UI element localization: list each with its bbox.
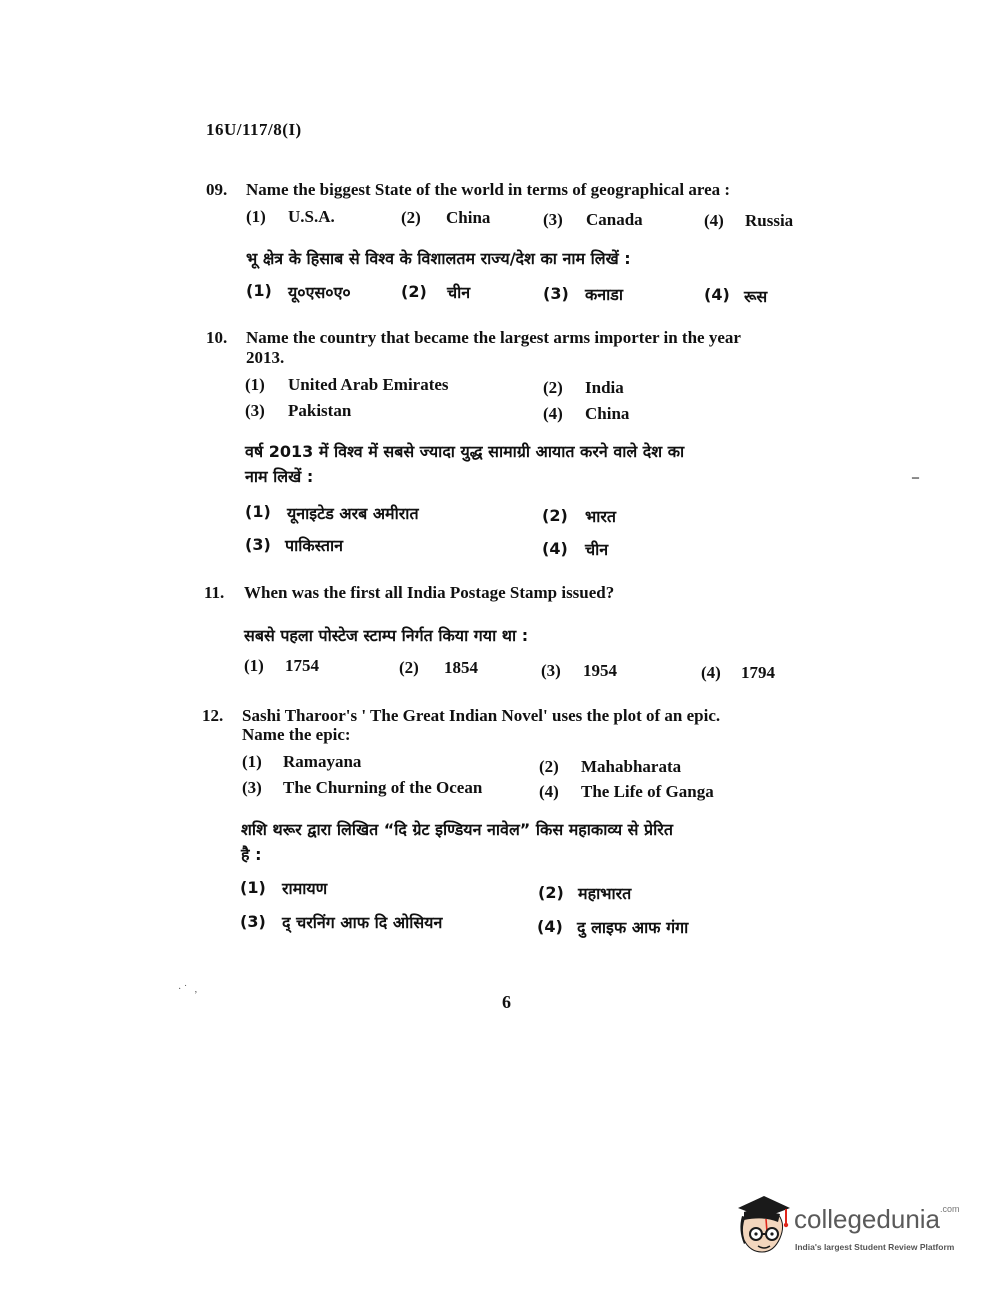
- q9-option-3-num: (3): [543, 210, 563, 229]
- q10-text-en-line2: 2013.: [246, 348, 285, 367]
- q12-option-4: The Life of Ganga: [581, 782, 714, 801]
- q12-option-4-num: (4): [539, 782, 559, 801]
- q10-option-4: China: [585, 404, 630, 423]
- q10-hi-option-4: चीन: [585, 540, 609, 559]
- logo-wordmark: [794, 1204, 960, 1235]
- paper-code: 16U/117/8(I): [206, 120, 302, 139]
- question-text-en: Name the biggest State of the world in terms of geographical area :: [246, 180, 731, 199]
- question-10: [206, 328, 741, 348]
- question-number: 12.: [202, 706, 224, 725]
- q12-option-3: The Churning of the Ocean: [283, 778, 483, 797]
- q10-option-1: United Arab Emirates: [288, 375, 449, 394]
- q9-option-1-num: (1): [246, 207, 266, 226]
- q11-option-3: 1954: [583, 661, 617, 680]
- q12-text-hi-line2: है :: [241, 845, 262, 864]
- q12-text-hi-line1: शशि थरूर द्वारा लिखित “दि ग्रेट इण्डियन नावेल” किस महाकाव्य से प्रेरित: [241, 820, 673, 839]
- question-number: 10.: [206, 328, 228, 347]
- q11-option-1-num: (1): [244, 656, 264, 675]
- q10-text-hi-line2: नाम लिखें :: [245, 467, 314, 486]
- collegedunia-logo: [734, 1194, 960, 1266]
- q12-option-1: Ramayana: [283, 752, 362, 771]
- q10-option-2: India: [585, 378, 624, 397]
- scan-specks: · ˙ ,: [178, 984, 198, 995]
- q11-option-4-num: (4): [701, 663, 721, 682]
- q12-hi-option-4: दु लाइफ आफ गंगा: [577, 918, 689, 937]
- q12-hi-option-2: महाभारत: [578, 884, 632, 903]
- q12-option-2-num: (2): [539, 757, 559, 776]
- q10-hi-option-1-num: (1): [245, 502, 271, 521]
- q9-option-2: China: [446, 208, 491, 227]
- q12-option-1-num: (1): [242, 752, 262, 771]
- q9-hi-option-4: रूस: [744, 287, 768, 306]
- q9-option-1: U.S.A.: [288, 207, 335, 226]
- q11-text-hi: सबसे पहला पोस्टेज स्टाम्प निर्गत किया गया था :: [244, 626, 529, 645]
- q12-hi-option-3-num: (3): [240, 912, 266, 931]
- q10-hi-option-3-num: (3): [245, 535, 271, 554]
- q10-hi-option-3: पाकिस्तान: [285, 536, 344, 555]
- q9-hi-option-2: चीन: [447, 283, 471, 302]
- logo-name-suffix: .com: [940, 1204, 960, 1214]
- question-11: [204, 583, 614, 603]
- page-number: 6: [502, 992, 511, 1012]
- question-text-en: When was the first all India Postage Stamp issued?: [244, 583, 615, 602]
- question-number: 09.: [206, 180, 228, 199]
- q9-text-hi: भू क्षेत्र के हिसाब से विश्व के विशालतम राज्य/देश का नाम लिखें :: [246, 249, 631, 268]
- q10-hi-option-2-num: (2): [542, 506, 568, 525]
- q9-option-2-num: (2): [401, 208, 421, 227]
- q10-option-4-num: (4): [543, 404, 563, 423]
- q12-hi-option-1-num: (1): [240, 878, 266, 897]
- graduate-mascot-icon: [734, 1194, 792, 1260]
- logo-tagline: India's largest Student Review Platform: [795, 1242, 955, 1252]
- q9-hi-option-4-num: (4): [704, 285, 730, 304]
- question-text-en: Sashi Tharoor's ' The Great Indian Novel' uses the plot of an epic.: [242, 706, 721, 725]
- q10-option-1-num: (1): [245, 375, 265, 394]
- q9-hi-option-3-num: (3): [543, 284, 569, 303]
- question-text-en: Name the country that became the largest arms importer in the year: [246, 328, 741, 347]
- q10-option-3: Pakistan: [288, 401, 352, 420]
- q10-hi-option-1: यूनाइटेड अरब अमीरात: [287, 504, 419, 523]
- q12-option-3-num: (3): [242, 778, 262, 797]
- q9-option-3: Canada: [586, 210, 643, 229]
- q12-hi-option-3: द् चरनिंग आफ दि ओसियन: [282, 913, 443, 932]
- q9-option-4: Russia: [745, 211, 794, 230]
- q10-hi-option-4-num: (4): [542, 539, 568, 558]
- q9-hi-option-1: यू०एस०ए०: [288, 283, 351, 302]
- q10-text-hi-line1: वर्ष 2013 में विश्व में सबसे ज्यादा युद्ध सामाग्री आयात करने वाले देश का: [245, 442, 685, 461]
- logo-name-text: collegedunia: [794, 1204, 941, 1234]
- q12-text-en-line2: Name the epic:: [242, 725, 351, 744]
- q11-option-4: 1794: [741, 663, 775, 682]
- question-9: [206, 180, 730, 200]
- question-12: [202, 706, 720, 726]
- scan-mark: –: [912, 470, 919, 485]
- q11-option-2-num: (2): [399, 658, 419, 677]
- q12-hi-option-2-num: (2): [538, 883, 564, 902]
- q12-hi-option-4-num: (4): [537, 917, 563, 936]
- q9-hi-option-2-num: (2): [401, 282, 427, 301]
- q10-option-3-num: (3): [245, 401, 265, 420]
- q9-hi-option-3: कनाडा: [585, 285, 624, 304]
- q11-option-3-num: (3): [541, 661, 561, 680]
- q10-hi-option-2: भारत: [585, 507, 617, 526]
- q11-option-1: 1754: [285, 656, 319, 675]
- q9-hi-option-1-num: (1): [246, 281, 272, 300]
- q9-option-4-num: (4): [704, 211, 724, 230]
- q12-option-2: Mahabharata: [581, 757, 682, 776]
- q10-option-2-num: (2): [543, 378, 563, 397]
- question-number: 11.: [204, 583, 225, 602]
- q12-hi-option-1: रामायण: [282, 879, 328, 898]
- q11-option-2: 1854: [444, 658, 478, 677]
